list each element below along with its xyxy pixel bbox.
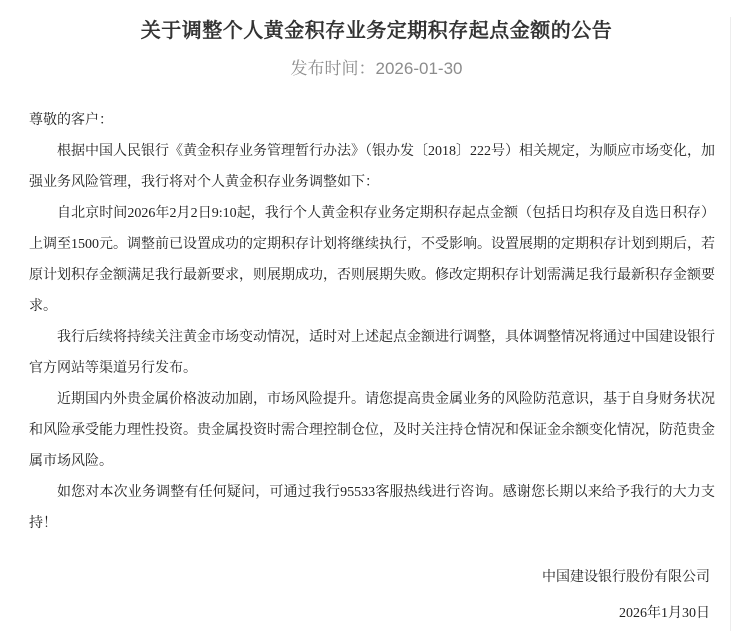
signature-block (29, 562, 710, 629)
body-paragraph: 近期国内外贵金属价格波动加剧，市场风险提升。请您提高贵金属业务的风险防范意识，基于自身财务状况和风险承受能力理性投资。贵金属投资时需合理控制仓位，及时关注持仓情况和保证金余额变化情况，防范贵金属市场风险。 (29, 392, 715, 469)
announcement-body (29, 105, 715, 539)
page-title: 关于调整个人黄金积存业务定期积存起点金额的公告 (140, 20, 613, 42)
signature-date: 2026年1月30日 (619, 606, 710, 621)
body-paragraph: 我行后续将持续关注黄金市场变动情况，适时对上述起点金额进行调整，具体调整情况将通过中国建设银行官方网站等渠道另行发布。 (29, 330, 715, 376)
announcement-page (0, 17, 753, 631)
body-paragraph: 根据中国人民银行《黄金积存业务管理暂行办法》（银办发〔2018〕222号）相关规定，为顺应市场变化，加强业务风险管理，我行将对个人黄金积存业务调整如下： (29, 144, 715, 190)
body-paragraph: 自北京时间2026年2月2日9:10起，我行个人黄金积存业务定期积存起点金额（包括日均积存及自选日积存）上调至1500元。调整前已设置成功的定期积存计划将继续执行，不受影响。设置展期的定期积存计划到期后，若原计划积存金额满足我行最新要求，则展期成功，否则展期失败。修改定期积存计划需满足我行最新积存金额要求。 (29, 206, 715, 314)
salutation: 尊敬的客户： (29, 113, 113, 128)
page-right-divider (730, 17, 731, 631)
signature-company: 中国建设银行股份有限公司 (542, 570, 710, 585)
publish-date: 发布时间：2026-01-30 (290, 59, 463, 78)
body-paragraph: 如您对本次业务调整有任何疑问，可通过我行95533客服热线进行咨询。感谢您长期以来给予我行的大力支持！ (29, 485, 715, 531)
